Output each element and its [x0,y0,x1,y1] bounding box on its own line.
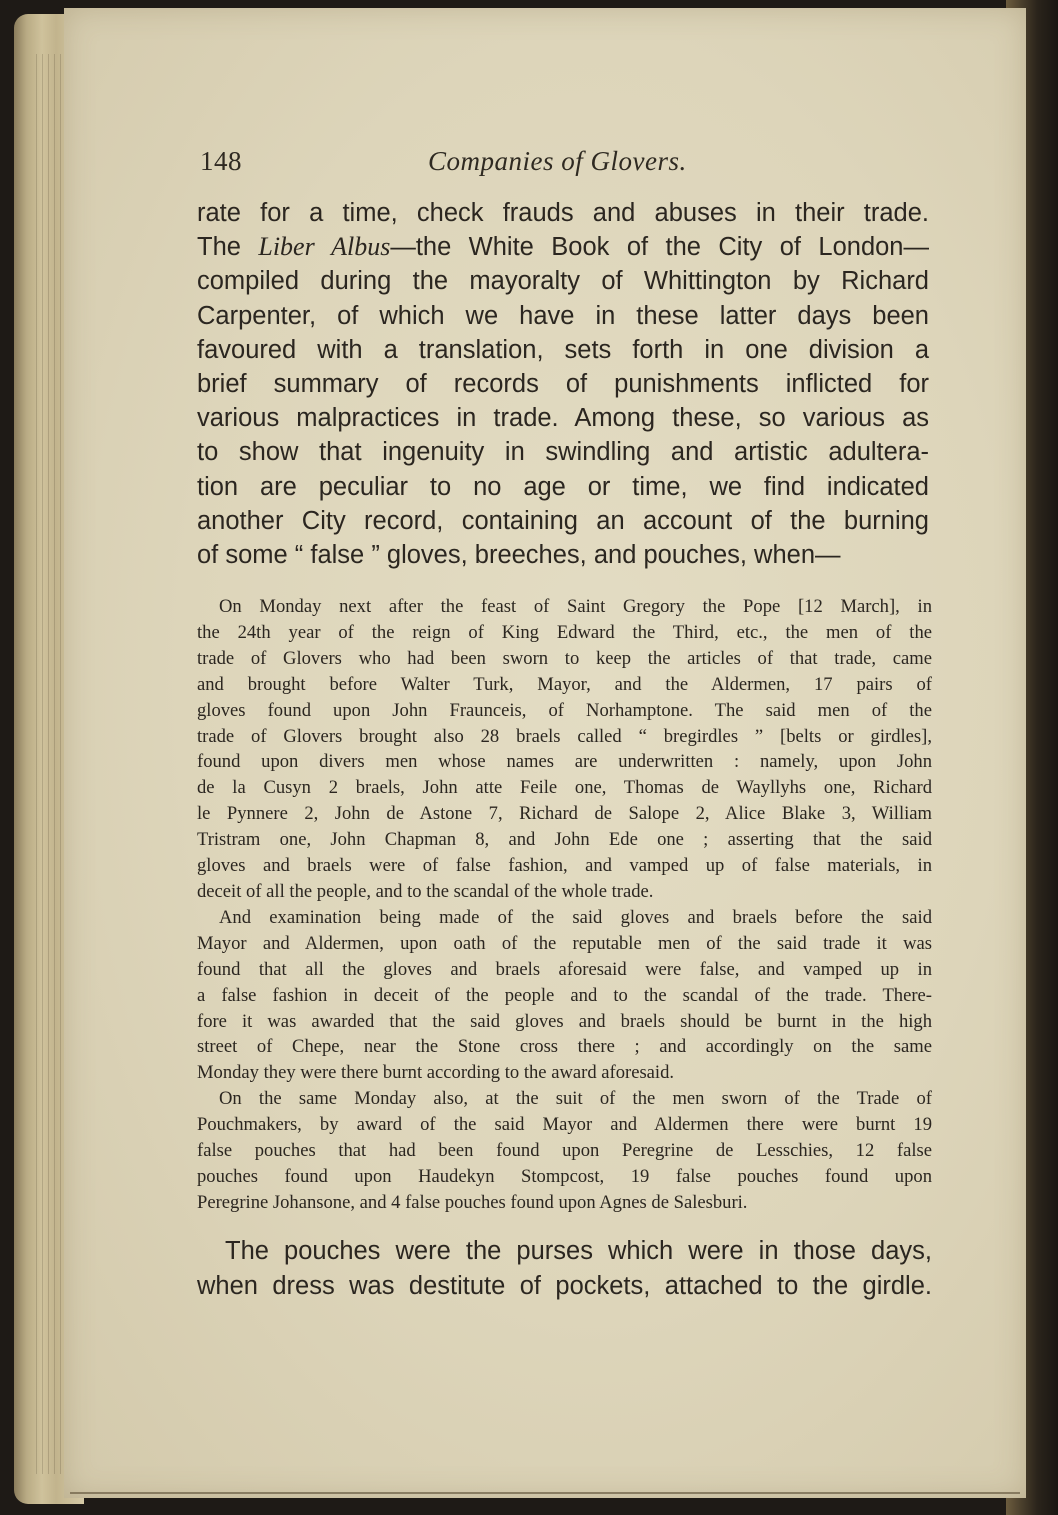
extract-line: pouches found upon Haudekyn Stompcost, 19 false pouches found upon [197,1165,932,1187]
body-line: to show that ingenuity in swindling and artistic adultera- [197,438,929,467]
closing-line: The pouches were the purses which were in those days, [225,1237,932,1265]
running-title: Companies of Glovers. [428,146,687,176]
extract-line: trade of Glovers who had been sworn to keep the articles of that trade, came [197,647,932,669]
extract-line: On Monday next after the feast of Saint Gregory the Pope [12 March], in [219,596,932,617]
quoted-record-extract [197,594,932,1216]
extract-line: Mayor and Aldermen, upon oath of the reputable men of the said trade it was [197,932,932,954]
extract-line: street of Chepe, near the Stone cross there ; and accordingly on the same [197,1036,932,1058]
running-head [200,146,932,182]
body-line [197,230,929,264]
body-line: of some “ false ” gloves, breeches, and pouches, when— [197,541,841,570]
page-number: 148 [200,146,242,176]
extract-line: de la Cusyn 2 braels, John atte Feile one, Thomas de Wayllyhs one, Richard [197,777,932,799]
extract-line: the 24th year of the reign of King Edward the Third, etc., the men of the [197,621,932,643]
body-line: brief summary of records of punishments inflicted for [197,370,929,399]
extract-line: false pouches that had been found upon Peregrine de Lesschies, 12 false [197,1140,932,1162]
page-bottom-edge [70,1492,1020,1494]
extract-line: gloves found upon John Fraunceis, of Norhamptone. The said men of the [197,699,932,721]
body-line: favoured with a translation, sets forth in one division a [197,335,929,364]
body-line: rate for a time, check frauds and abuses in their trade. [197,199,929,227]
extract-line: found upon divers men whose names are underwritten : namely, upon John [197,751,932,773]
extract-line: Tristram one, John Chapman 8, and John Ede one ; asserting that the said [197,829,932,851]
extract-line: a false fashion in deceit of the people and to the scandal of the trade. There- [197,984,932,1006]
extract-line: le Pynnere 2, John de Astone 7, Richard de Salope 2, Alice Blake 3, William [197,803,932,825]
body-line: another City record, containing an account of the burning [197,506,929,535]
body-line: Carpenter, of which we have in these latter days been [197,301,929,330]
closing-line: when dress was destitute of pockets, attached to the girdle. [197,1271,932,1300]
extract-line: found that all the gloves and braels aforesaid were false, and vamped up in [197,958,932,980]
extract-line: On the same Monday also, at the suit of the men sworn of the Trade of [219,1088,932,1110]
closing-paragraph [197,1234,932,1303]
extract-line: gloves and braels were of false fashion, and vamped up of false materials, in [197,855,932,877]
extract-line: trade of Glovers brought also 28 braels called “ bregirdles ” [belts or girdles], [197,725,932,747]
extract-line: deceit of all the people, and to the scandal of the whole trade. [197,880,654,902]
book-title-italic: Liber Albus [258,232,391,262]
extract-line: Pouchmakers, by award of the said Mayor and Aldermen there were burnt 19 [197,1114,932,1136]
extract-line: And examination being made of the said gloves and braels before the said [219,906,932,928]
extract-line: and brought before Walter Turk, Mayor, and the Aldermen, 17 pairs of [197,673,932,695]
body-paragraph [197,196,929,572]
body-line: various malpractices in trade. Among these, so various as [197,404,929,433]
extract-line: Monday they were there burnt according to the award aforesaid. [197,1062,675,1084]
body-text-fragment: The [197,233,259,262]
extract-line: fore it was awarded that the said gloves and braels should be burnt in the high [197,1010,932,1032]
extract-line: Peregrine Johansone, and 4 false pouches found upon Agnes de Salesburi. [197,1191,748,1213]
body-line: tion are peculiar to no age or time, we find indicated [197,472,929,501]
body-text-fragment: —the White Book of the City of London— [390,233,929,262]
body-line: compiled during the mayoralty of Whittington by Richard [197,267,929,296]
